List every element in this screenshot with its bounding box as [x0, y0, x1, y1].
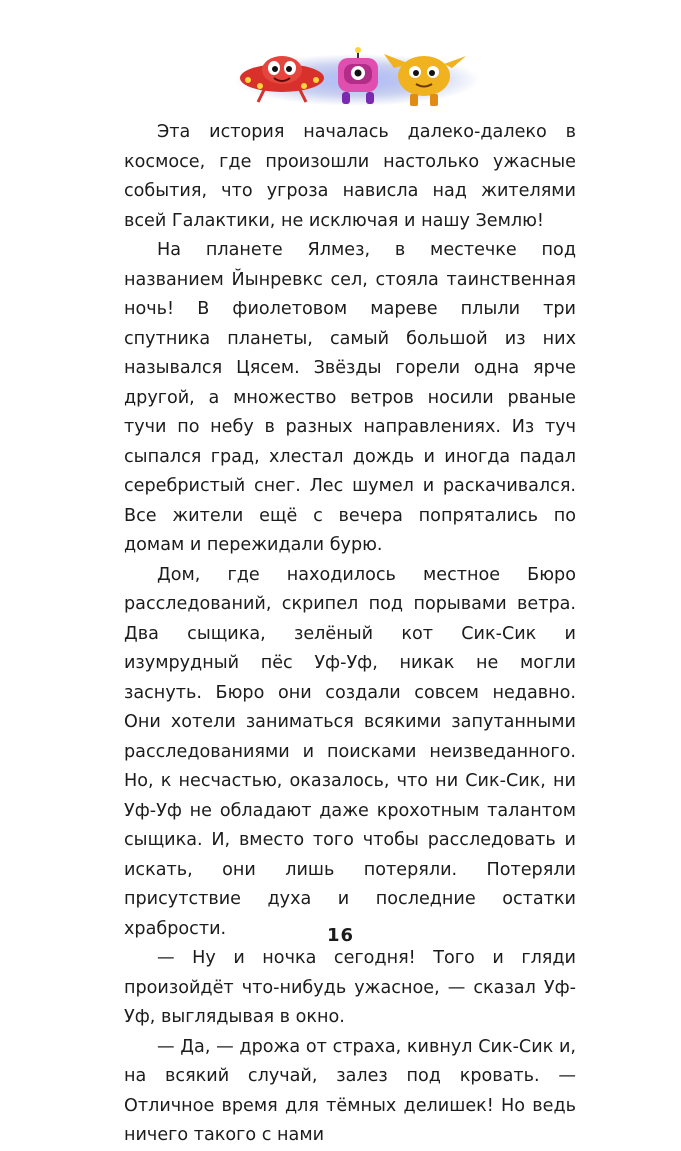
story-text	[124, 118, 576, 1151]
paragraph: Дом, где находилось местное Бюро расследований, скрипел под порывами ветра. Два сыщика, зелёный кот Сик-Сик и изумрудный пёс Уф-Уф, никак не могли заснуть. Бюро они создали совсем недавно. Они хотели заниматься всякими запутанными расследованиями и поисками неизведанного. Но, к несчастью, оказалось, что ни Сик-Сик, ни Уф-Уф не обладают даже крохотным талантом сыщика. И, вместо того чтобы расследовать и искать, они лишь потеряли. Потеряли присутствие духа и последние остатки храбрости.	[124, 564, 576, 939]
paragraph: На планете Ялмез, в местечке под названием Йынревкс сел, стояла таинственная ночь! В фиолетовом мареве плыли три спутника планеты, самый большой из них назывался Цясем. Звёзды горели одна ярче другой, а множество ветров носили рваные тучи по небу в разных направлениях. Из туч сыпался град, хлестал дождь и иногда падал серебристый снег. Лес шумел и раскачивался. Все жители ещё с вечера попрятались по домам и пережидали бурю.	[124, 240, 576, 555]
paragraph: — Да, — дрожа от страха, кивнул Сик-Сик и, на всякий случай, залез под кровать. — Отличное время для тёмных делишек! Но ведь ничего такого с нами	[124, 1036, 576, 1145]
page-number: 16	[326, 925, 355, 946]
paragraph: Эта история началась далеко-далеко в космосе, где произошли настолько ужасные события, что угроза нависла над жителями всей Галактики, не исключая и нашу Землю!	[124, 122, 576, 231]
paragraph: — Ну и ночка сегодня! Того и гляди произойдёт что-нибудь ужасное, — сказал Уф-Уф, выглядывая в окно.	[124, 948, 576, 1027]
header-illustration	[234, 46, 480, 108]
